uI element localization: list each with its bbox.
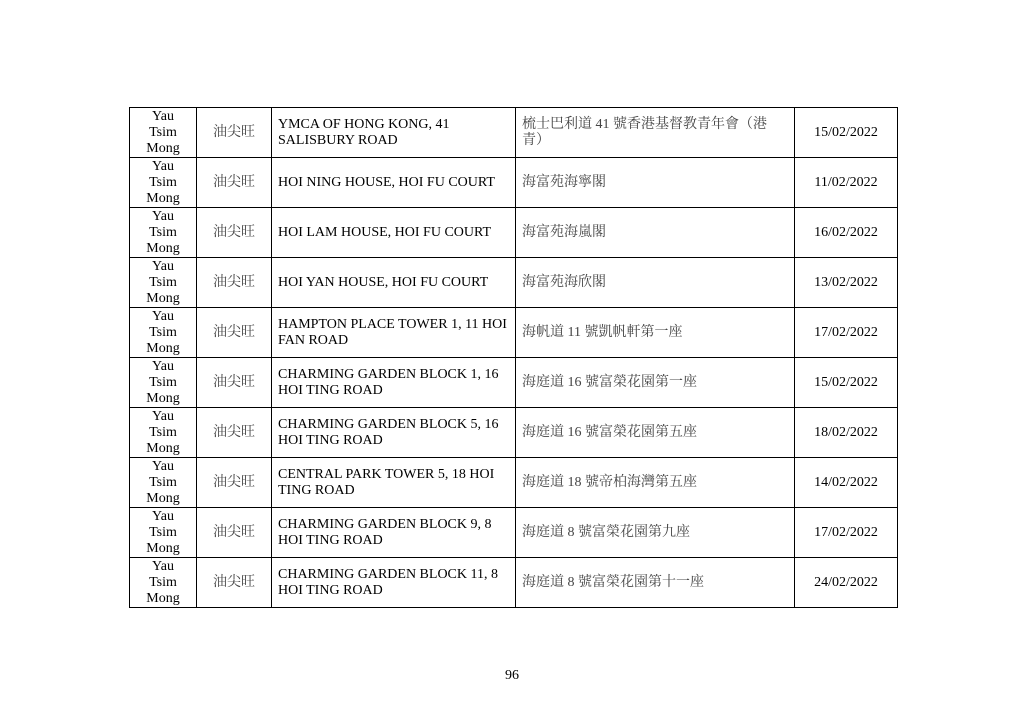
address-en-cell: CHARMING GARDEN BLOCK 11, 8 HOI TING ROAD [272, 558, 516, 608]
address-en-cell: HOI YAN HOUSE, HOI FU COURT [272, 258, 516, 308]
address-zh-cell: 海帆道 11 號凱帆軒第一座 [516, 308, 795, 358]
district-en-word: Tsim [149, 574, 177, 590]
district-en-word: Yau [152, 458, 174, 474]
address-zh-cell: 海庭道 8 號富榮花園第十一座 [516, 558, 795, 608]
table-body [130, 108, 898, 608]
district-en-word: Mong [146, 440, 180, 456]
district-en-word: Yau [152, 108, 174, 124]
date-cell: 24/02/2022 [795, 558, 898, 608]
district-en-word: Mong [146, 390, 180, 406]
address-en-cell: CENTRAL PARK TOWER 5, 18 HOI TING ROAD [272, 458, 516, 508]
district-en-word: Tsim [149, 224, 177, 240]
district-en-word: Yau [152, 208, 174, 224]
date-cell: 17/02/2022 [795, 508, 898, 558]
date-cell: 15/02/2022 [795, 108, 898, 158]
table-row [130, 258, 898, 308]
address-zh-cell: 海庭道 18 號帝柏海灣第五座 [516, 458, 795, 508]
district-zh-cell: 油尖旺 [197, 108, 272, 158]
address-en-cell: CHARMING GARDEN BLOCK 1, 16 HOI TING ROAD [272, 358, 516, 408]
district-en-word: Tsim [149, 424, 177, 440]
page-number: 96 [505, 668, 519, 683]
district-zh-cell: 油尖旺 [197, 258, 272, 308]
district-en-word: Mong [146, 240, 180, 256]
district-en-word: Yau [152, 358, 174, 374]
district-en-word: Mong [146, 140, 180, 156]
district-en-word: Yau [152, 258, 174, 274]
district-en-word: Tsim [149, 324, 177, 340]
district-zh-cell: 油尖旺 [197, 508, 272, 558]
district-en-cell [130, 208, 197, 258]
district-en-word: Yau [152, 308, 174, 324]
table-row [130, 408, 898, 458]
date-cell: 16/02/2022 [795, 208, 898, 258]
table-row [130, 458, 898, 508]
date-cell: 15/02/2022 [795, 358, 898, 408]
district-en-word: Mong [146, 540, 180, 556]
address-en-cell: CHARMING GARDEN BLOCK 9, 8 HOI TING ROAD [272, 508, 516, 558]
address-zh-cell: 海庭道 16 號富榮花園第一座 [516, 358, 795, 408]
district-en-word: Tsim [149, 524, 177, 540]
district-en-cell [130, 558, 197, 608]
district-zh-cell: 油尖旺 [197, 308, 272, 358]
district-en-word: Yau [152, 158, 174, 174]
district-zh-cell: 油尖旺 [197, 458, 272, 508]
address-zh-cell: 海富苑海寧閣 [516, 158, 795, 208]
address-zh-cell: 海庭道 8 號富榮花園第九座 [516, 508, 795, 558]
district-en-cell [130, 258, 197, 308]
district-en-cell [130, 508, 197, 558]
district-en-word: Mong [146, 490, 180, 506]
address-table [129, 107, 898, 608]
district-en-word: Tsim [149, 124, 177, 140]
date-cell: 18/02/2022 [795, 408, 898, 458]
address-en-cell: HOI LAM HOUSE, HOI FU COURT [272, 208, 516, 258]
district-en-word: Tsim [149, 174, 177, 190]
district-en-word: Tsim [149, 474, 177, 490]
district-zh-cell: 油尖旺 [197, 558, 272, 608]
district-en-word: Yau [152, 558, 174, 574]
district-en-cell [130, 108, 197, 158]
district-zh-cell: 油尖旺 [197, 208, 272, 258]
table-row [130, 208, 898, 258]
table-row [130, 508, 898, 558]
district-zh-cell: 油尖旺 [197, 408, 272, 458]
table-row [130, 108, 898, 158]
district-en-word: Mong [146, 290, 180, 306]
address-en-cell: HOI NING HOUSE, HOI FU COURT [272, 158, 516, 208]
district-en-word: Yau [152, 508, 174, 524]
district-zh-cell: 油尖旺 [197, 158, 272, 208]
district-en-cell [130, 408, 197, 458]
address-en-cell: CHARMING GARDEN BLOCK 5, 16 HOI TING ROAD [272, 408, 516, 458]
address-zh-cell: 梳士巴利道 41 號香港基督教青年會（港青） [516, 108, 795, 158]
address-zh-cell: 海富苑海欣閣 [516, 258, 795, 308]
district-en-word: Yau [152, 408, 174, 424]
district-en-word: Mong [146, 590, 180, 606]
district-zh-cell: 油尖旺 [197, 358, 272, 408]
district-en-cell [130, 358, 197, 408]
address-zh-cell: 海庭道 16 號富榮花園第五座 [516, 408, 795, 458]
district-en-word: Tsim [149, 374, 177, 390]
table-row [130, 158, 898, 208]
district-en-word: Mong [146, 190, 180, 206]
date-cell: 17/02/2022 [795, 308, 898, 358]
district-en-cell [130, 158, 197, 208]
date-cell: 13/02/2022 [795, 258, 898, 308]
table-row [130, 558, 898, 608]
address-en-cell: HAMPTON PLACE TOWER 1, 11 HOI FAN ROAD [272, 308, 516, 358]
district-en-word: Mong [146, 340, 180, 356]
district-en-cell [130, 308, 197, 358]
table-row [130, 358, 898, 408]
district-en-word: Tsim [149, 274, 177, 290]
address-zh-cell: 海富苑海嵐閣 [516, 208, 795, 258]
date-cell: 11/02/2022 [795, 158, 898, 208]
table-row [130, 308, 898, 358]
date-cell: 14/02/2022 [795, 458, 898, 508]
address-en-cell: YMCA OF HONG KONG, 41 SALISBURY ROAD [272, 108, 516, 158]
district-en-cell [130, 458, 197, 508]
